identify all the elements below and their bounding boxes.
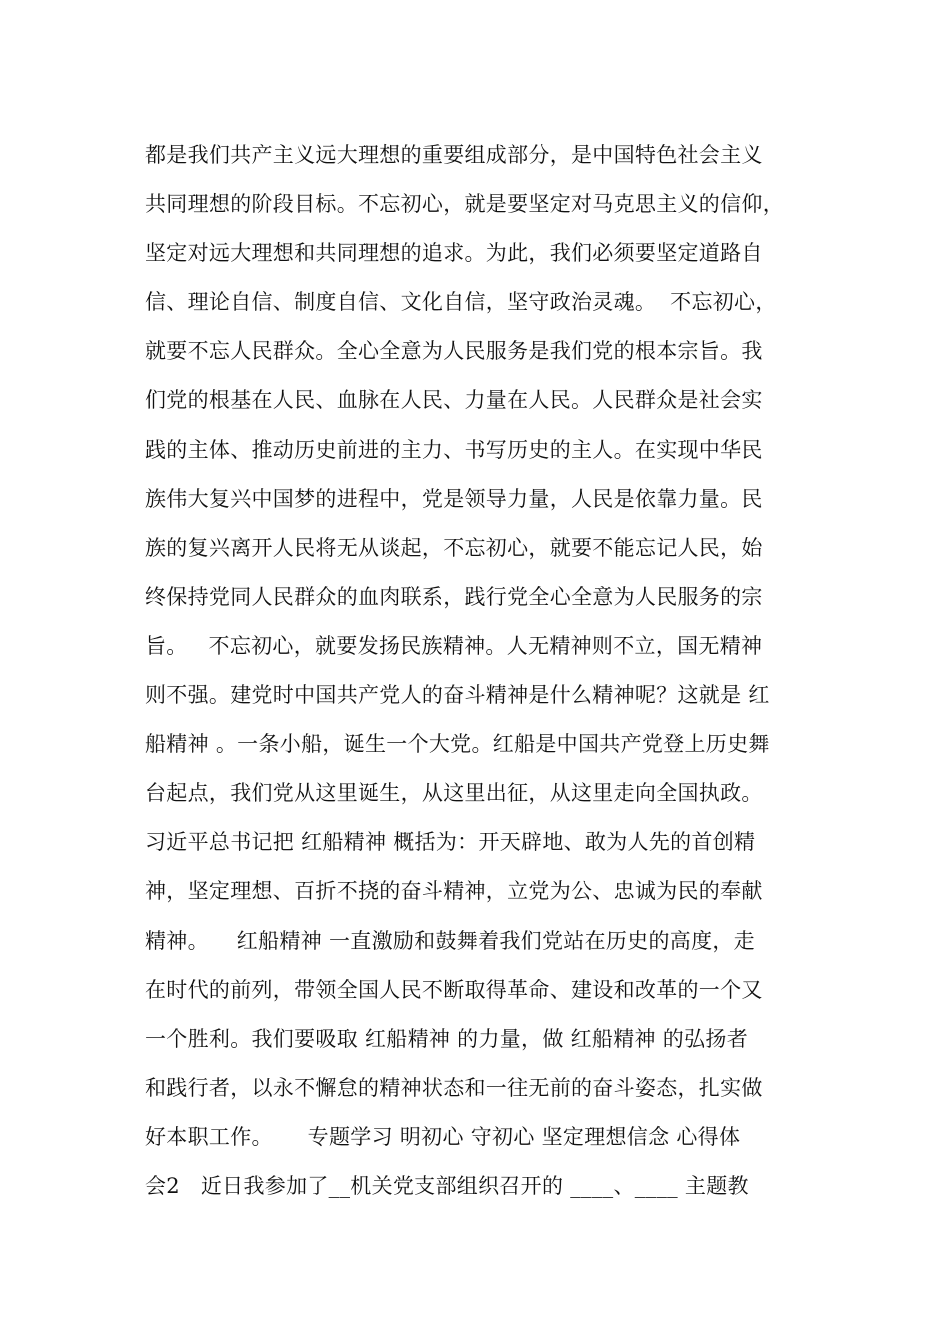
text-line: 会2 近日我参加了__机关党支部组织召开的 ____、____ 主题教 [145, 1173, 749, 1198]
text-line: 都是我们共产主义远大理想的重要组成部分，是中国特色社会主义 [145, 143, 763, 167]
text-line: 一个胜利。我们要吸取 红船精神 的力量，做 红船精神 的弘扬者 [145, 1026, 748, 1051]
text-line: 族的复兴离开人民将无从谈起，不忘初心，就要不能忘记人民，始 [145, 535, 763, 560]
text-line: 台起点，我们党从这里诞生，从这里出征，从这里走向全国执政。 [145, 781, 763, 806]
text-line: 和践行者，以永不懈怠的精神状态和一往无前的奋斗姿态，扎实做 [145, 1075, 763, 1100]
text-line: 精神。 红船精神 一直激励和鼓舞着我们党站在历史的高度，走 [145, 928, 755, 953]
text-line: 们党的根基在人民、血脉在人民、力量在人民。人民群众是社会实 [145, 388, 763, 413]
text-line: 习近平总书记把 红船精神 概括为：开天辟地、敢为人先的首创精 [145, 830, 756, 855]
text-line: 在时代的前列，带领全国人民不断取得革命、建设和改革的一个又 [145, 977, 763, 1002]
text-line: 终保持党同人民群众的血肉联系，践行党全心全意为人民服务的宗 [145, 584, 763, 609]
text-line: 则不强。建党时中国共产党人的奋斗精神是什么精神呢？这就是 红 [145, 683, 770, 708]
text-line: 坚定对远大理想和共同理想的追求。为此，我们必须要坚定道路自 [145, 241, 763, 266]
text-line: 船精神 。一条小船，诞生一个大党。红船是中国共产党登上历史舞 [145, 732, 770, 757]
document-body-text [145, 131, 815, 1211]
text-line: 神，坚定理想、百折不挠的奋斗精神，立党为公、忠诚为民的奉献 [145, 879, 763, 904]
text-line: 信、理论自信、制度自信、文化自信，坚守政治灵魂。 不忘初心， [145, 290, 777, 315]
text-line: 好本职工作。 专题学习 明初心 守初心 坚定理想信念 心得体 [145, 1124, 741, 1149]
text-line: 族伟大复兴中国梦的进程中，党是领导力量，人民是依靠力量。民 [145, 486, 763, 511]
text-line: 践的主体、推动历史前进的主力、书写历史的主人。在实现中华民 [145, 437, 763, 462]
text-line: 共同理想的阶段目标。不忘初心，就是要坚定对马克思主义的信仰， [145, 192, 784, 217]
text-line: 就要不忘人民群众。全心全意为人民服务是我们党的根本宗旨。我 [145, 339, 763, 364]
text-line: 旨。 不忘初心，就要发扬民族精神。人无精神则不立，国无精神 [145, 633, 763, 658]
